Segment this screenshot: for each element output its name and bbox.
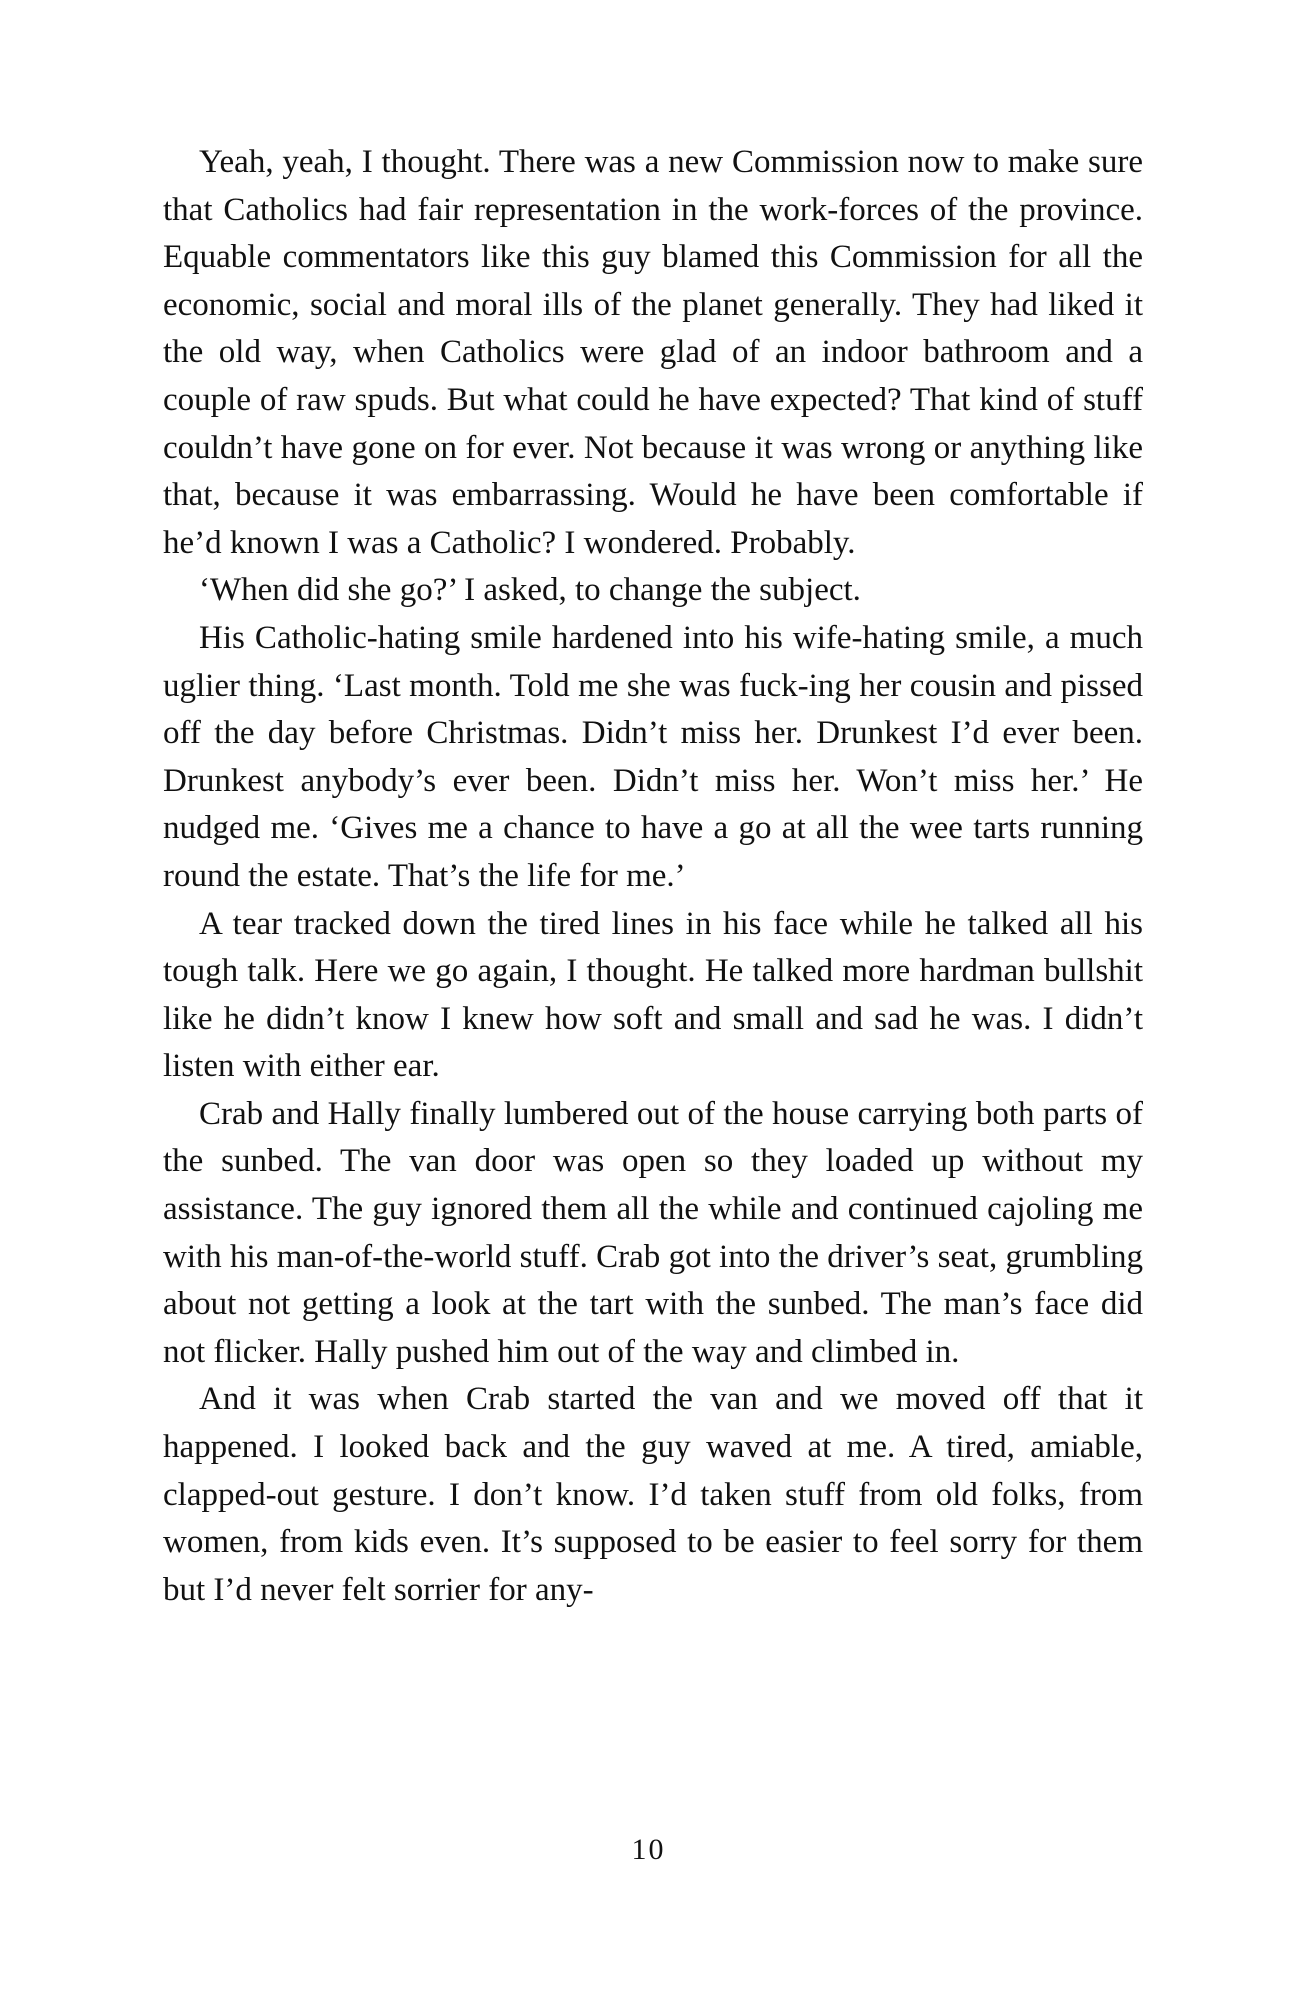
paragraph: ‘When did she go?’ I asked, to change the subject. [199, 572, 861, 609]
paragraph: And it was when Crab started the van and we moved off that it happened. I looked back and the guy waved at me. A tired, amiable, clapped-out gesture. I don’t know. I’d taken stuff from old folks, from women, from kids even. It’s supposed to be easier to feel sorry for them but I’d never felt sorrier for any- [163, 1381, 1143, 1608]
page-number: 10 [631, 1833, 666, 1866]
paragraph: A tear tracked down the tired lines in his face while he talked all his tough talk. Here we go again, I thought. He talked more hardman bullshit like he didn’t know I knew how soft and small and sad he was. I didn’t listen with either ear. [163, 905, 1143, 1085]
paragraph: Crab and Hally finally lumbered out of the house carrying both parts of the sunbed. The van door was open so they loaded up without my assistance. The guy ignored them all the while and continued cajoling me with his man-of-the-world stuff. Crab got into the driver’s seat, grumbling about not getting a look at the tart with the sunbed. The man’s face did not flicker. Hally pushed him out of the way and climbed in. [163, 1095, 1143, 1370]
paragraph: Yeah, yeah, I thought. There was a new Commission now to make sure that Catholics had fair representation in the work-forces of the province. Equable commentators like this guy blamed this Commission for all the economic, social and moral ills of the planet generally. They had liked it the old way, when Catholics were glad of an indoor bathroom and a couple of raw spuds. But what could he have expected? That kind of stuff couldn’t have gone on for ever. Not because it was wrong or anything like that, because it was embarrassing. Would he have been comfortable if he’d known I was a Catholic? I wondered. Probably. [163, 144, 1143, 561]
body-text [163, 139, 1143, 1614]
paragraph: His Catholic-hating smile hardened into his wife-hating smile, a much uglier thing. ‘Last month. Told me she was fuck-ing her cousin and pissed off the day before Christmas. Didn’t miss her. Drunkest I’d ever been. Drunkest anybody’s ever been. Didn’t miss her. Won’t miss her.’ He nudged me. ‘Gives me a chance to have a go at all the wee tarts running round the estate. That’s the life for me.’ [163, 619, 1143, 894]
